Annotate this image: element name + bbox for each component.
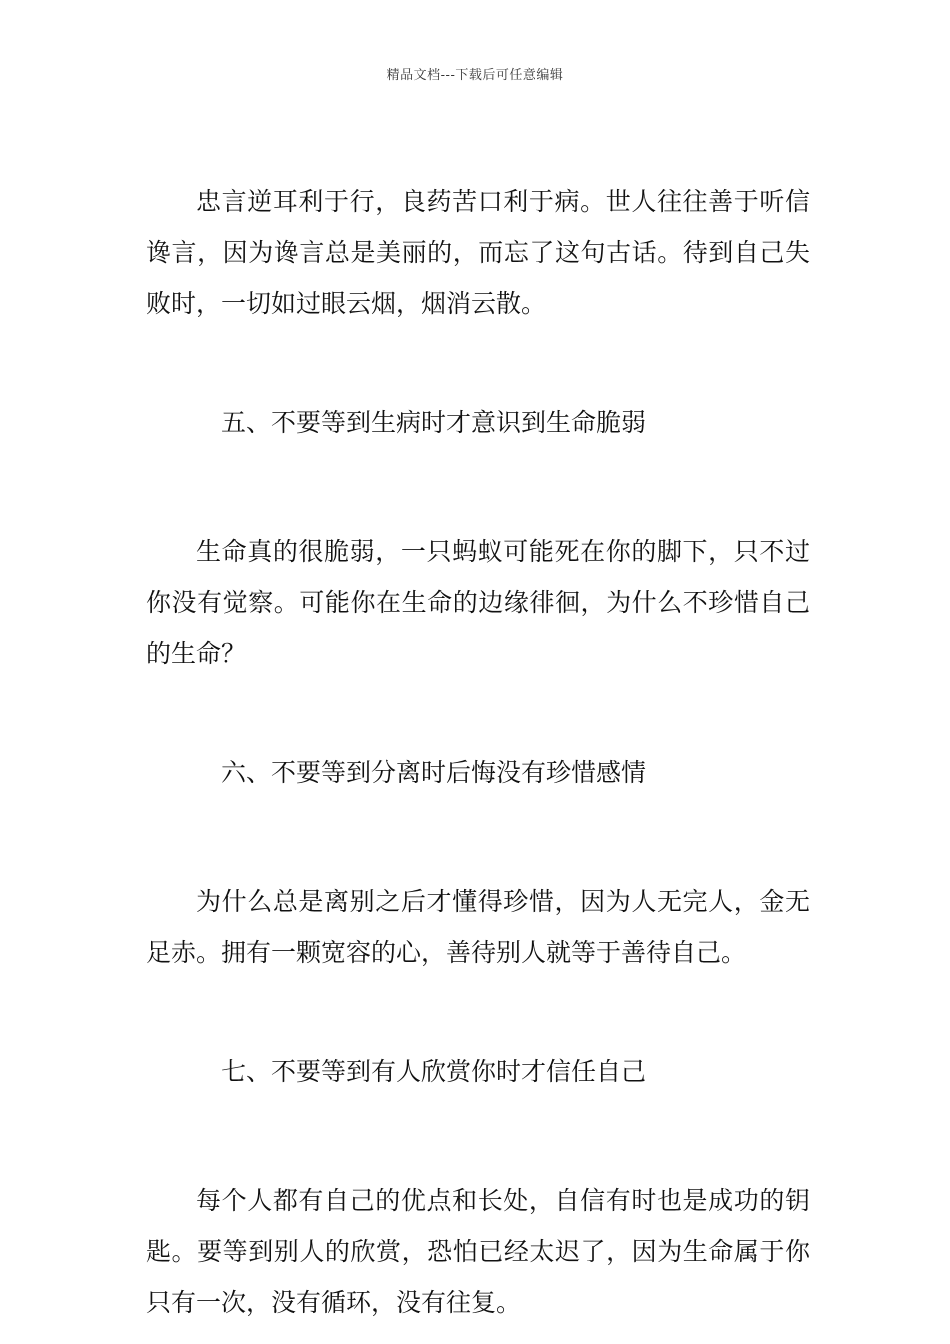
page-header: 精品文档---下载后可任意编辑 [386, 68, 564, 83]
paragraph-6: 为什么总是离别之后才懂得珍惜，因为人无完人，金无足赤。拥有一颗宽容的心，善待别人就等于善待自己。 [146, 887, 810, 967]
heading-7: 七、不要等到有人欣赏你时才信任自己 [221, 1057, 647, 1086]
document-body [146, 176, 810, 1328]
heading-5: 五、不要等到生病时才意识到生命脆弱 [221, 408, 647, 437]
paragraph-5: 生命真的很脆弱，一只蚂蚁可能死在你的脚下，只不过你没有觉察。可能你在生命的边缘徘徊，为什么不珍惜自己的生命？ [146, 537, 810, 668]
paragraph-1: 忠言逆耳利于行，良药苦口利于病。世人往往善于听信谗言，因为谗言总是美丽的，而忘了这句古话。待到自己失败时，一切如过眼云烟，烟消云散。 [146, 187, 810, 318]
heading-6: 六、不要等到分离时后悔没有珍惜感情 [221, 758, 647, 787]
paragraph-7: 每个人都有自己的优点和长处，自信有时也是成功的钥匙。要等到别人的欣赏，恐怕已经太迟了，因为生命属于你只有一次，没有循环，没有往复。 [146, 1186, 810, 1317]
